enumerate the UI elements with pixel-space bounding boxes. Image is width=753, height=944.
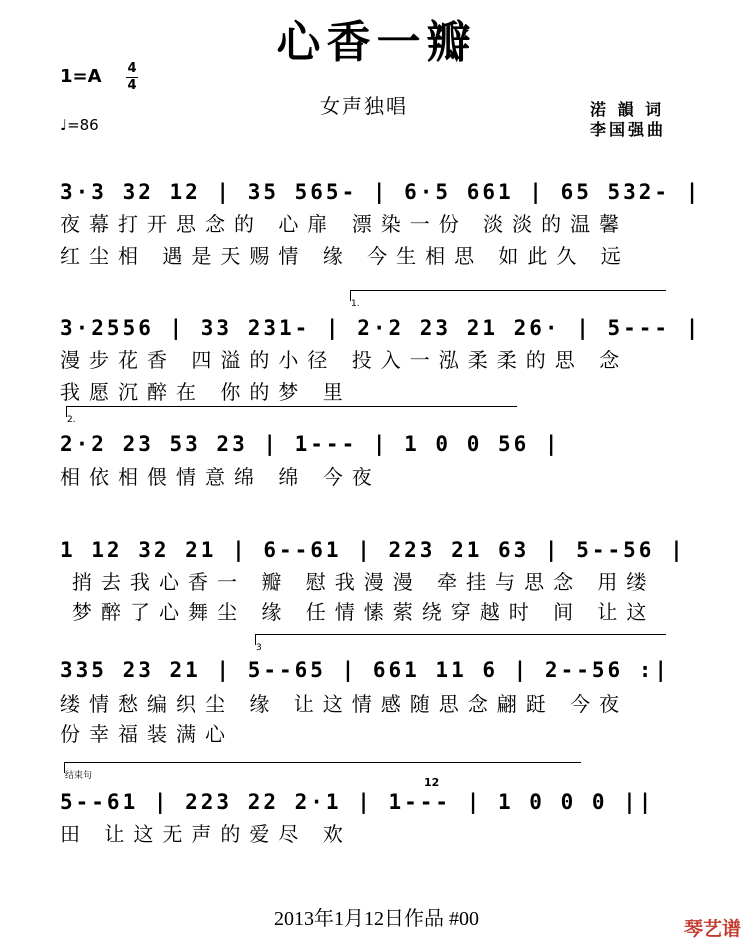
lyric-line-4b: 梦醉了心舞尘 缘 任情愫萦绕穿越时 间 让这 bbox=[72, 600, 656, 624]
time-signature bbox=[126, 62, 138, 93]
song-title: 心香一瓣 bbox=[276, 17, 477, 68]
volta-bracket-2: 2. bbox=[66, 406, 517, 417]
lyric-line-3a: 相依相偎情意绵 绵 今夜 bbox=[60, 465, 381, 489]
lyric-line-5a: 缕情愁编织尘 缘 让这情感随思念翩跹 今夜 bbox=[60, 692, 629, 716]
subtitle: 女声独唱 bbox=[320, 94, 408, 118]
lyric-line-2a: 漫步花香 四溢的小径 投入一泓柔柔的思 念 bbox=[60, 348, 629, 372]
composer: 李国强曲 bbox=[590, 120, 667, 139]
lyricist: 渃 韻 词 bbox=[590, 100, 665, 119]
tempo-marking: ♩=86 bbox=[60, 116, 99, 134]
lyric-line-2b: 我愿沉醉在 你的梦 里 bbox=[60, 380, 352, 404]
key-signature: 1=A bbox=[60, 66, 102, 87]
time-signature-top: 4 bbox=[127, 61, 137, 76]
lyric-line-6a: 田 让这无声的爱尽 欢 bbox=[60, 822, 352, 846]
lyric-line-1a: 夜幕打开思念的 心扉 漂染一份 淡淡的温馨 bbox=[60, 212, 629, 236]
volta-bracket-3: 3 bbox=[255, 634, 666, 645]
notation-line-2: 3·2556 | 33 231- | 2·2 23 21 26· | 5--- | bbox=[60, 316, 702, 340]
notation-line-6: 5--61 | 223 22 2·1 | 1--- | 1 0 0 0 || bbox=[60, 790, 655, 814]
volta-bracket-coda: 结束句 bbox=[64, 762, 581, 773]
notation-line-5: 335 23 21 | 5--65 | 661 11 6 | 2--56 :| bbox=[60, 658, 671, 682]
time-signature-bottom: 4 bbox=[127, 78, 137, 93]
volta-bracket-1: 1. bbox=[350, 290, 666, 301]
coda-mark: 12 bbox=[424, 776, 440, 789]
footer-date: 2013年1月12日作品 #00 bbox=[274, 908, 479, 930]
watermark-logo: 琴艺谱 bbox=[683, 918, 741, 940]
lyric-line-1b: 红尘相 遇是天赐情 缘 今生相思 如此久 远 bbox=[60, 244, 630, 268]
notation-line-1: 3·3 32 12 | 35 565- | 6·5 661 | 65 532- | bbox=[60, 180, 702, 204]
lyric-line-4a: 捎去我心香一 瓣 慰我漫漫 牵挂与思念 用缕 bbox=[72, 570, 656, 594]
credits bbox=[590, 100, 666, 140]
notation-line-4: 1 12 32 21 | 6--61 | 223 21 63 | 5--56 | bbox=[60, 538, 686, 562]
notation-line-3: 2·2 23 53 23 | 1--- | 1 0 0 56 | bbox=[60, 432, 561, 456]
lyric-line-5b: 份幸福装满心 bbox=[60, 722, 234, 746]
